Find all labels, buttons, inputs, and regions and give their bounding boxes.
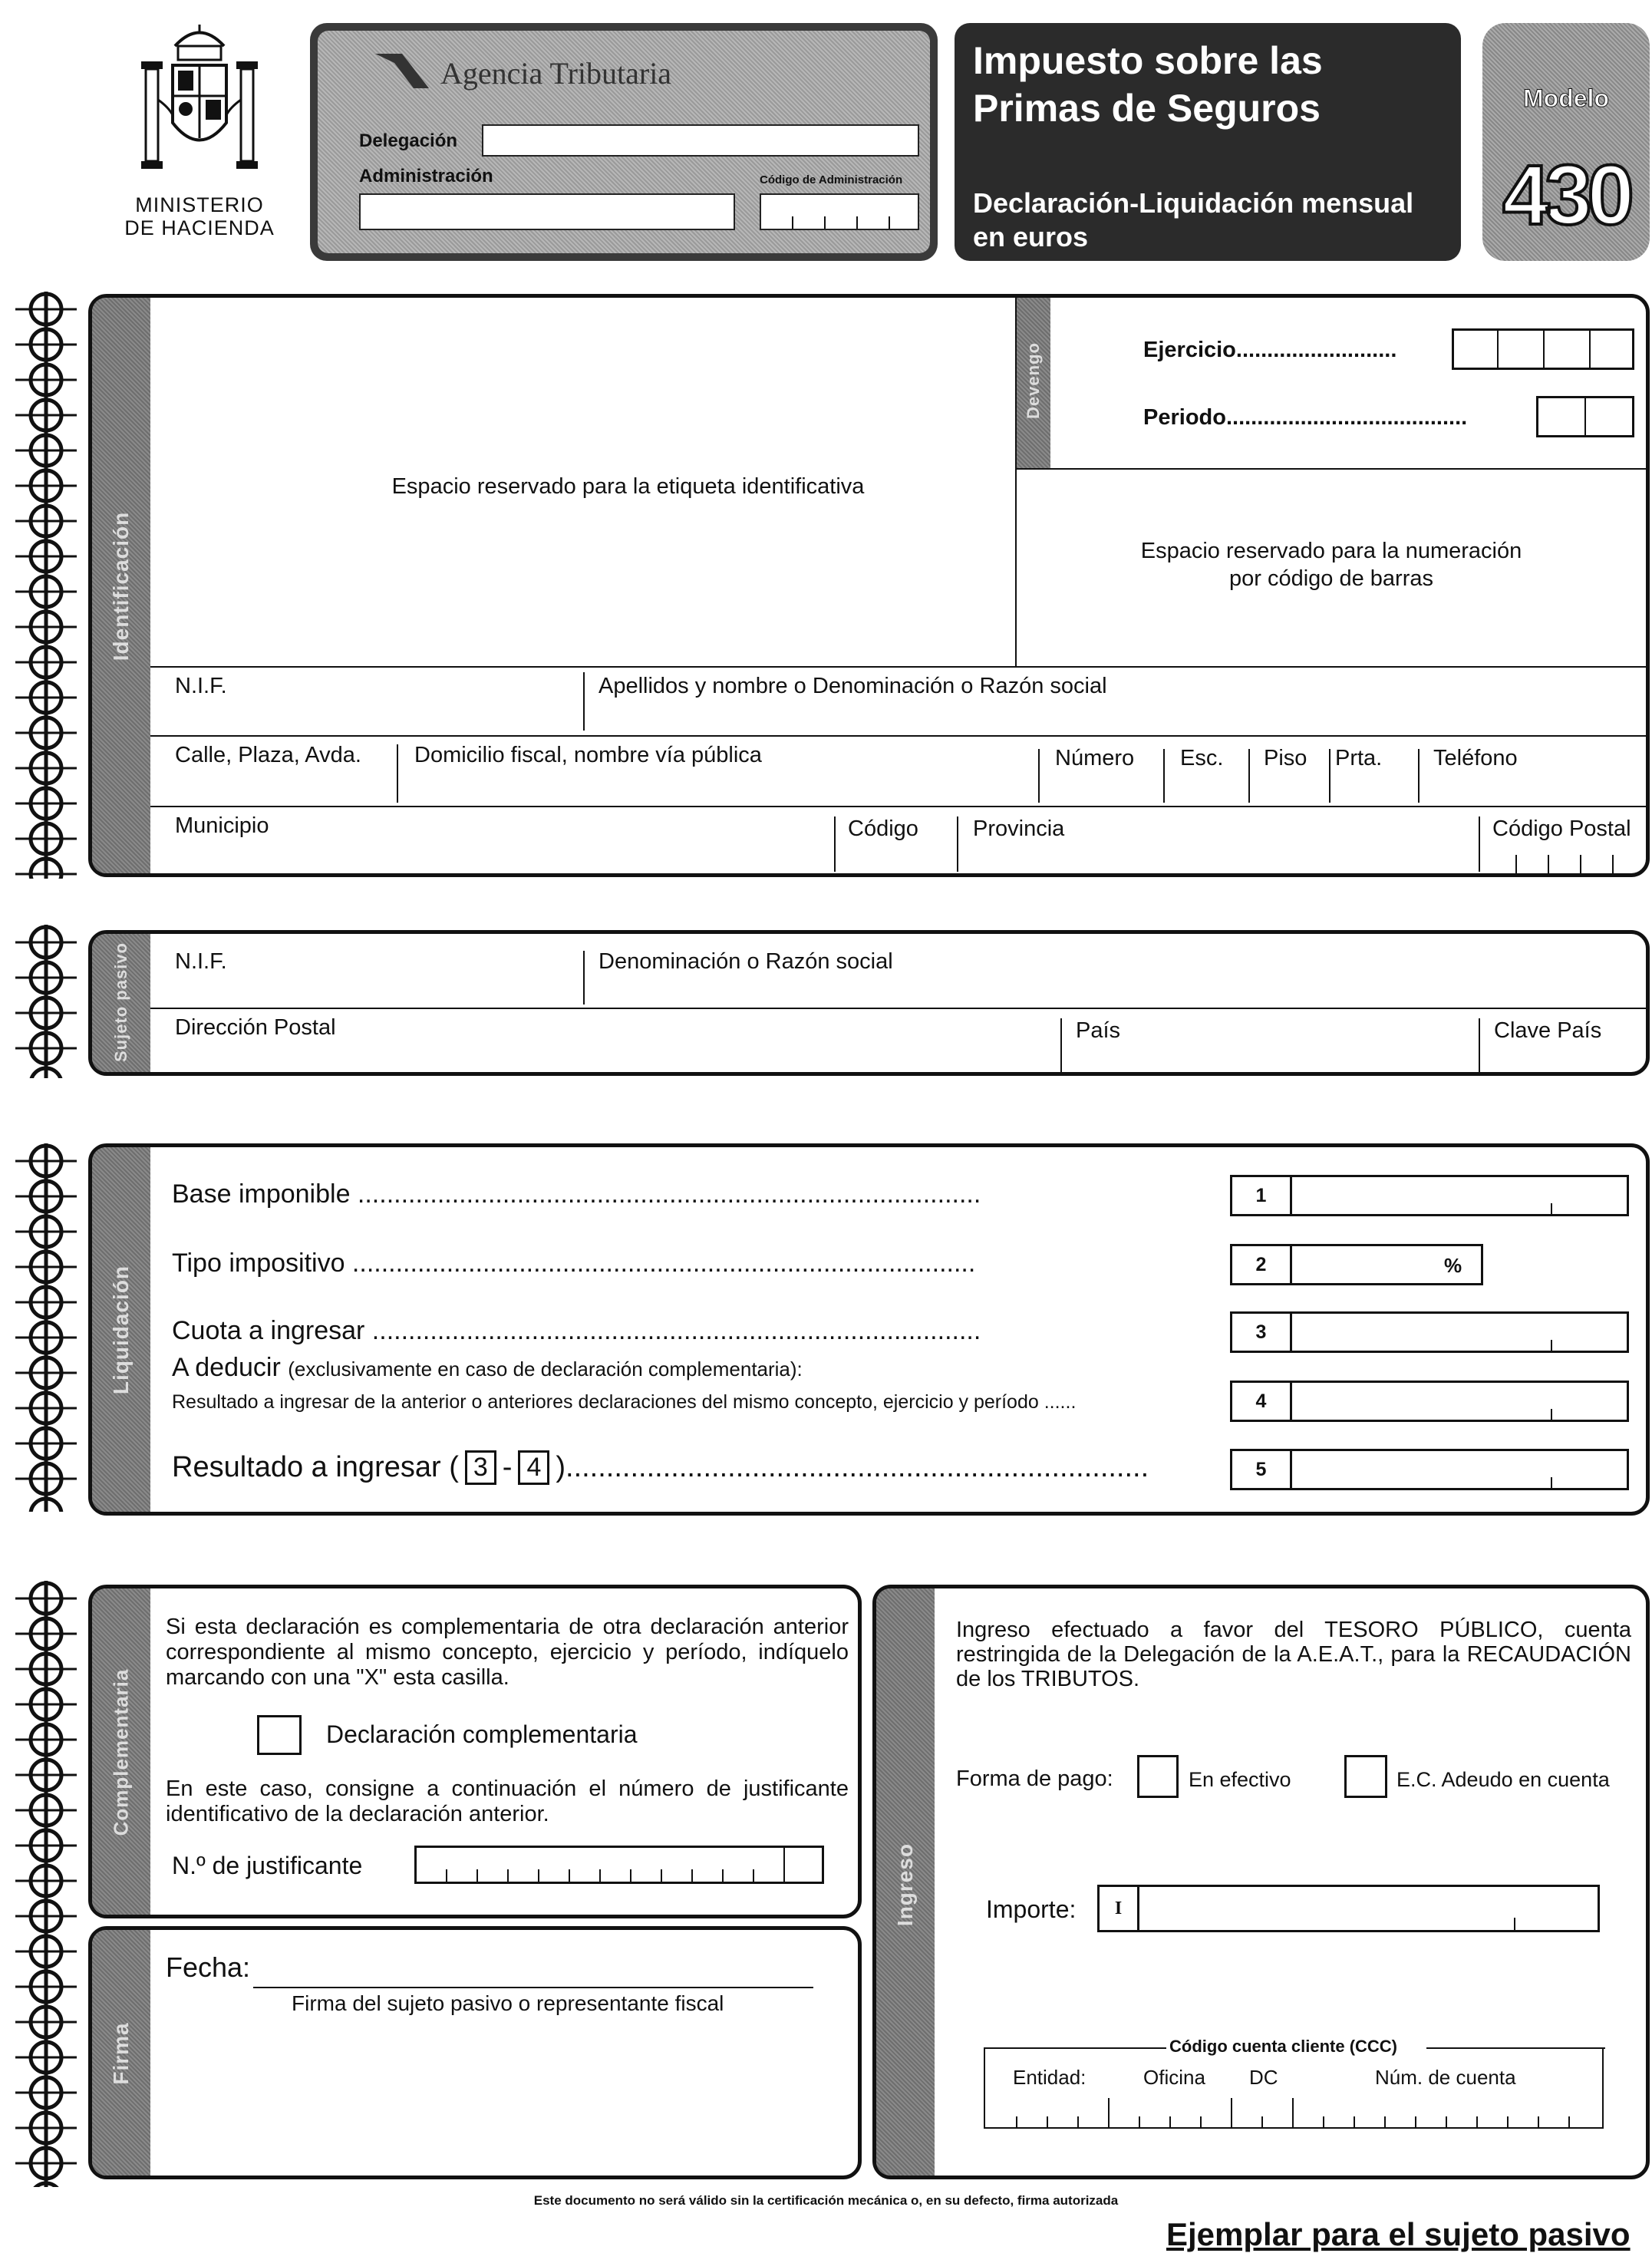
ingreso-side-label: Ingreso [893,1842,917,1927]
identificacion-side-label: Identificación [109,511,133,661]
domicilio-label: Domicilio fiscal, nombre vía pública [414,743,762,767]
deducir-line [172,1353,803,1383]
liquidacion-side-label: Liquidación [109,1265,133,1395]
complementaria-text: Si esta declaración es complementaria de otra declaración anterior correspondiente al mismo concepto, ejercicio y período, indíquelo marcando con una "X" esta casilla. [166,1615,849,1690]
box-4-field[interactable] [1230,1381,1629,1422]
importe-field[interactable] [1097,1885,1600,1932]
decorative-strip-4 [8,1581,81,2187]
importe-box-label: I [1100,1887,1139,1930]
percent-sign: % [1444,1254,1462,1277]
form-title-line-1: Impuesto sobre las [973,39,1323,82]
modelo-box [1482,23,1650,261]
box-4-number: 4 [1232,1383,1292,1420]
efectivo-label: En efectivo [1189,1768,1291,1791]
liquidacion-section [88,1143,1650,1516]
firma-side-label: Firma [109,2022,133,2085]
modelo-label: Modelo [1523,84,1609,112]
ministry-line-2: DE HACIENDA [124,216,275,239]
decorative-strip-1 [8,292,81,879]
firma-section [88,1926,862,2179]
rep-pais-field[interactable] [1067,1012,1473,1069]
administracion-field[interactable] [359,193,735,230]
barcode-area-text [1017,537,1646,592]
box-1-field[interactable] [1230,1175,1629,1216]
agency-logo-icon [371,46,433,92]
calle-label: Calle, Plaza, Avda. [175,743,361,767]
rep-denominacion-label: Denominación o Razón social [598,949,893,974]
importe-label: Importe: [986,1895,1077,1923]
periodo-label: Periodo....................................... [1143,405,1468,430]
administracion-label: Administración [359,166,493,186]
ref-box-4: 4 [518,1450,549,1485]
codigo-postal-label: Código Postal [1492,816,1631,841]
resultado-dots: )........................................................................ [556,1451,1149,1483]
codigo-admin-field[interactable] [760,193,919,230]
num-cuenta-label: Núm. de cuenta [1375,2066,1516,2089]
ccc-digits-field[interactable] [985,2096,1602,2127]
ref-box-3: 3 [465,1450,496,1485]
box-5-number: 5 [1232,1451,1292,1488]
entidad-label: Entidad: [1013,2066,1086,2089]
ministry-line-1: MINISTERIO [135,193,264,216]
apellidos-label: Apellidos y nombre o Denominación o Razón social [598,674,1107,698]
box-2-number: 2 [1232,1246,1292,1283]
base-imponible-label: Base imponible ...................................................................................... [172,1179,981,1209]
box-3-field[interactable] [1230,1311,1629,1353]
title-box [955,23,1461,261]
apellidos-field[interactable] [591,671,1642,734]
cuota-label: Cuota a ingresar .................................................................................... [172,1316,981,1345]
complementaria-section [88,1585,862,1918]
footer-note: Este documento no será válido sin la certificación mecánica o, en su defecto, firma autorizada [533,2193,1119,2208]
dc-label: DC [1249,2066,1278,2089]
box-5-field[interactable] [1230,1449,1629,1490]
representante-section [88,930,1650,1076]
coat-of-arms-logo [130,23,269,192]
oficina-label: Oficina [1143,2066,1205,2089]
ccc-label: Código cuenta cliente (CCC) [1169,2037,1398,2056]
box-2-field[interactable] [1230,1244,1483,1285]
nif-label: N.I.F. [175,674,227,698]
rep-direccion-label: Dirección Postal [175,1015,336,1040]
rep-clave-pais-label: Clave País [1494,1018,1602,1043]
decorative-strip-3 [8,1143,81,1512]
municipio-field[interactable] [169,810,844,872]
barcode-line-2: por código de barras [1229,566,1433,591]
delegacion-field[interactable] [482,124,919,157]
periodo-field[interactable] [1536,396,1634,437]
ejemplar-label: Ejemplar para el sujeto pasivo [1166,2216,1631,2252]
prta-label: Prta. [1335,746,1383,770]
telefono-label: Teléfono [1433,746,1518,770]
resultado-line [172,1450,1277,1485]
rep-direccion-field[interactable] [169,1012,1128,1069]
etiqueta-text: Espacio reservado para la etiqueta identificativa [391,474,865,499]
ejercicio-field[interactable] [1452,328,1634,370]
adeudo-checkbox[interactable] [1344,1755,1387,1798]
forma-pago-label: Forma de pago: [956,1767,1113,1791]
agency-box [310,23,938,261]
provincia-field[interactable] [963,810,1454,872]
ccc-box [984,2037,1604,2129]
justificante-field[interactable] [414,1846,824,1884]
fecha-field[interactable] [253,1958,813,1988]
codigo-postal-field[interactable] [1485,843,1646,873]
nif-field[interactable] [169,671,575,734]
codigo-label: Código [848,816,918,841]
form-subtitle-line-1: Declaración-Liquidación mensual [973,187,1414,219]
firma-area[interactable] [166,2022,841,2168]
deducir-label: A deducir [172,1353,281,1382]
agency-name: Agencia Tributaria [440,56,672,91]
form-subtitle-line-2: en euros [973,221,1089,252]
delegacion-label: Delegación [359,130,458,151]
esc-label: Esc. [1180,746,1224,770]
provincia-label: Provincia [973,816,1065,841]
complementaria-checkbox-label: Declaración complementaria [326,1720,638,1748]
justificante-label: N.º de justificante [172,1852,363,1879]
tipo-impositivo-label: Tipo impositivo ...................................................................................... [172,1249,976,1278]
complementaria-text2: En este caso, consigne a continuación el número de justificante identificativo de la declaración anterior. [166,1776,849,1826]
barcode-line-1: Espacio reservado para la numeración [1140,539,1522,563]
resultado-anterior-label: Resultado a ingresar de la anterior o anteriores declaraciones del mismo concepto, ejercicio y período ...... [172,1391,1077,1413]
ministry-name [107,193,292,239]
codigo-admin-label: Código de Administración [760,173,903,186]
resultado-label: Resultado a ingresar ( [172,1451,459,1483]
form-title-line-2: Primas de Seguros [973,87,1321,130]
minus-sign: - [502,1451,513,1483]
complementaria-side-label: Complementaria [109,1668,133,1836]
box-1-number: 1 [1232,1177,1292,1214]
efectivo-checkbox[interactable] [1137,1755,1179,1798]
adeudo-label: E.C. Adeudo en cuenta [1396,1768,1610,1791]
devengo-side-label: Devengo [1024,342,1043,419]
fecha-label: Fecha: [166,1951,251,1983]
rep-nif-label: N.I.F. [175,949,227,974]
ingreso-text: Ingreso efectuado a favor del TESORO PÚBLICO, cuenta restringida de la Delegación de la A.E.A.T., para la RECAUDACIÓN de los TRIBUTOS. [956,1618,1631,1691]
representante-side-label: Sujeto pasivo [111,942,130,1063]
piso-label: Piso [1264,746,1307,770]
municipio-label: Municipio [175,813,269,838]
rep-nif-field[interactable] [169,945,575,1001]
deducir-note: (exclusivamente en caso de declaración complementaria): [288,1357,803,1381]
firma-caption: Firma del sujeto pasivo o representante fiscal [292,1991,724,2015]
modelo-number: 430 [1502,148,1630,242]
box-3-number: 3 [1232,1314,1292,1351]
rep-denominacion-field[interactable] [591,945,1642,1001]
decorative-strip-2 [8,925,81,1078]
ejercicio-label: Ejercicio.......................... [1143,338,1397,362]
identificacion-section [88,294,1650,877]
rep-pais-label: País [1076,1018,1121,1043]
complementaria-checkbox[interactable] [257,1715,302,1755]
numero-label: Número [1055,746,1135,770]
domicilio-field[interactable] [403,740,1032,804]
ingreso-section [872,1585,1650,2179]
